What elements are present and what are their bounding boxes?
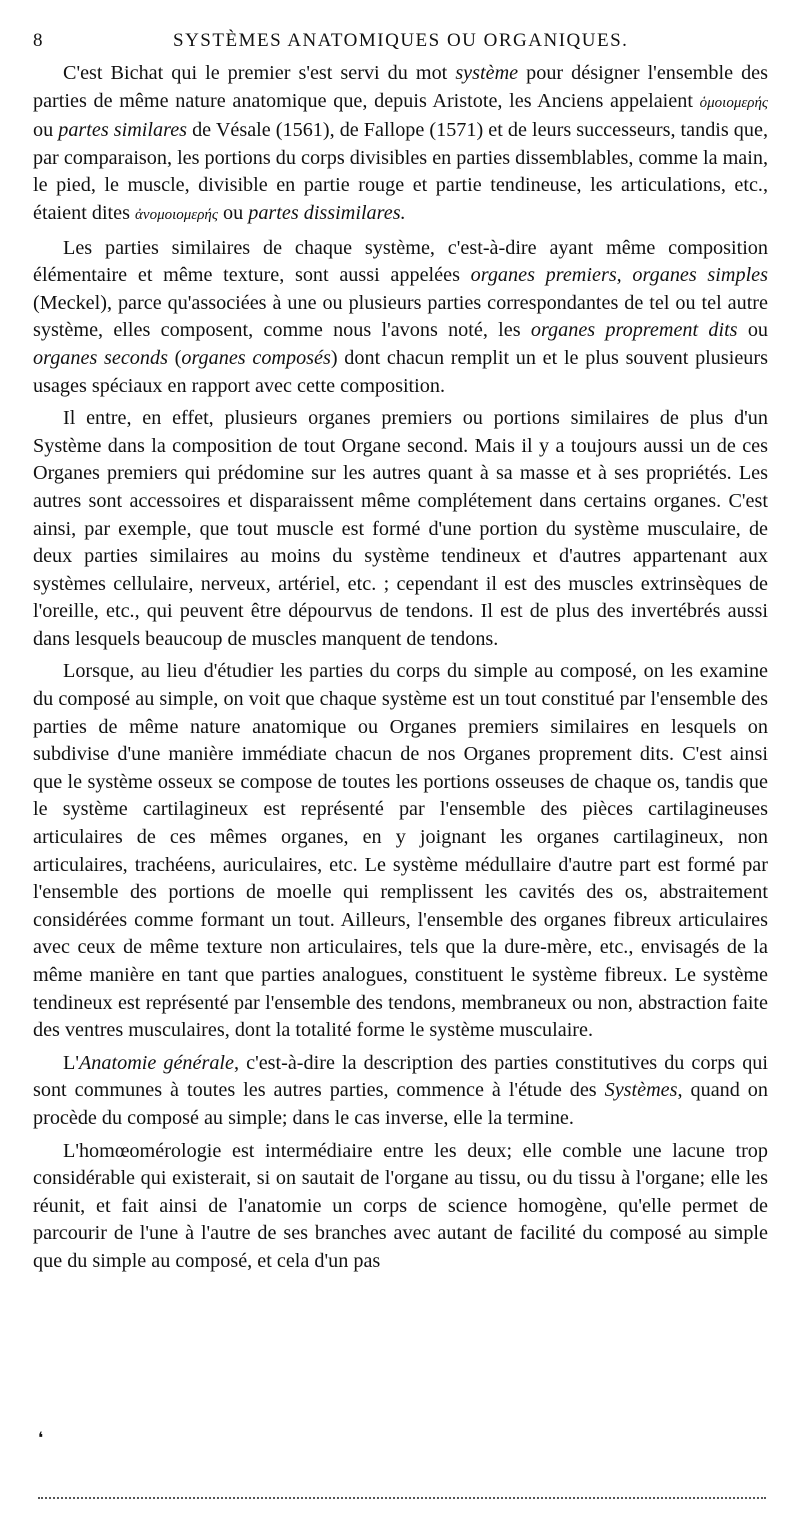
paragraph <box>33 60 768 230</box>
paragraph <box>33 405 768 653</box>
paragraph <box>33 658 768 1044</box>
italic-term: organes premiers, organes simples <box>470 264 768 287</box>
margin-ink-mark: ❛ <box>38 1430 44 1447</box>
text-run: Il entre, en effet, plusieurs organes premiers ou portions similaires de plus d'un Système dans la composition de tout Organe second. Mais il y a toujours aussi un de ces Organes premiers qui prédomine sur les autres quant à sa masse et à ses propriétés. Les autres sont accessoires et disparaissent même complétement dans certains organes. C'est ainsi, par exemple, que tout muscle est formé d'une portion du système musculaire, de deux parties similaires au moins du système tendineux et d'autres appartenant aux systèmes cellulaire, nerveux, artériel, etc. ; cependant il est des muscles extrinsèques de l'oreille, etc., qui peuvent être dépourvus de tendons. Il est de plus des invertébrés aussi dans lesquels beaucoup de muscles manquent de tendons. <box>33 407 768 650</box>
paragraph <box>33 1050 768 1133</box>
text-run: ou <box>737 319 768 342</box>
text-run: Lorsque, au lieu d'étudier les parties du corps du simple au composé, on les examine du composé au simple, on voit que chaque système est un tout constitué par l'ensemble des parties de même nature anatomique ou Organes premiers similaires en lesquels on subdivise d'une manière immédiate chacun de nos Organes proprement dits. C'est ainsi que le système osseux se compose de toutes les portions osseuses de chaque os, tandis que le système cartilagineux est représenté par l'ensemble des pièces cartilagineuses articulaires de ces mêmes organes, en y joignant les organes cartilagineux, non articulaires, trachéens, auriculaires, etc. Le système médullaire d'autre part est formé par l'ensemble des portions de moelle qui remplissent les cavités des os, abstraitement considérées comme formant un tout. Ailleurs, l'ensemble des organes fibreux articulaires avec ceux de même texture non articulaires, tels que la dure-mère, etc., envisagés de la même manière en tant que parties analogues, constituent le système fibreux. Le système tendineux est représenté par l'ensemble des tendons, membraneux ou non, abstraction faite des ventres musculaires, dont la totalité forme le système musculaire. <box>33 660 768 1042</box>
text-run: C'est Bichat qui le premier s'est servi du mot <box>63 62 456 84</box>
greek-term: ἀνομοιομερής <box>135 206 218 223</box>
text-run: , c'est-à-dire la description des parties constitutives du corps qui sont communes à toutes les autres parties, commence à l'étude des <box>33 1051 768 1102</box>
text-run: ou <box>33 119 59 142</box>
text-run: de Vésale (1561), de Fallope (1571) et de leurs successeurs, tandis que, par comparaison, les portions du corps divisibles en parties dissemblables, comme la main, le pied, le muscle, divisible en partie rouge et partie tendineuse, les articulations, etc., étaient dites <box>33 119 769 224</box>
italic-term: système <box>455 62 519 84</box>
italic-term: Anatomie générale <box>78 1051 235 1074</box>
paragraph <box>33 1138 768 1276</box>
body-text <box>33 60 768 1276</box>
text-run: L' <box>63 1051 79 1074</box>
italic-term: Systèmes <box>604 1079 678 1102</box>
running-title: SYSTÈMES ANATOMIQUES OU ORGANIQUES. <box>173 30 629 51</box>
text-run: , quand on procède du composé au simple; dans le cas inverse, elle la termine. <box>33 1079 768 1129</box>
text-run: (Meckel), parce qu'associées à une ou plusieurs parties correspondantes de tel ou tel autre système, elles composent, comme nous l'avons noté, les <box>33 291 768 342</box>
paragraph <box>33 235 768 401</box>
italic-term: organes seconds <box>33 346 168 369</box>
page-header <box>33 30 768 56</box>
italic-term: partes dissimilares. <box>248 201 406 224</box>
greek-term: ὁμοιομερής <box>699 94 768 111</box>
text-run: L'homœomérologie est intermédiaire entre les deux; elle comble une lacune trop considérable qui existerait, si on sautait de l'organe au tissu, ou du tissu à l'organe; elle les réunit, et fait ainsi de l'anatomie un corps de science homogène, qu'elle permet de parcourir de l'une à l'autre de ses branches avec autant de facilité du composé au simple que du simple au composé, et cela d'un pas <box>33 1139 768 1272</box>
italic-term: organes composés <box>181 346 331 369</box>
page-number: 8 <box>33 30 44 51</box>
text-run: pour désigner l'ensemble des parties de même nature anatomique que, depuis Aristote, les Anciens appelaient <box>33 62 768 112</box>
text-run: ) dont chacun remplit un et le plus souvent plusieurs usages spéciaux en rapport avec cette composition. <box>33 346 768 397</box>
italic-term: partes similares <box>58 119 188 142</box>
italic-term: organes proprement dits <box>530 319 738 342</box>
text-run: Les parties similaires de chaque système, c'est-à-dire ayant même composition élémentaire et même texture, sont aussi appelées <box>33 236 768 287</box>
text-run: ou <box>217 201 249 224</box>
book-page <box>33 30 768 1276</box>
bottom-dotted-rule <box>38 1497 766 1499</box>
text-run: ( <box>167 346 182 369</box>
